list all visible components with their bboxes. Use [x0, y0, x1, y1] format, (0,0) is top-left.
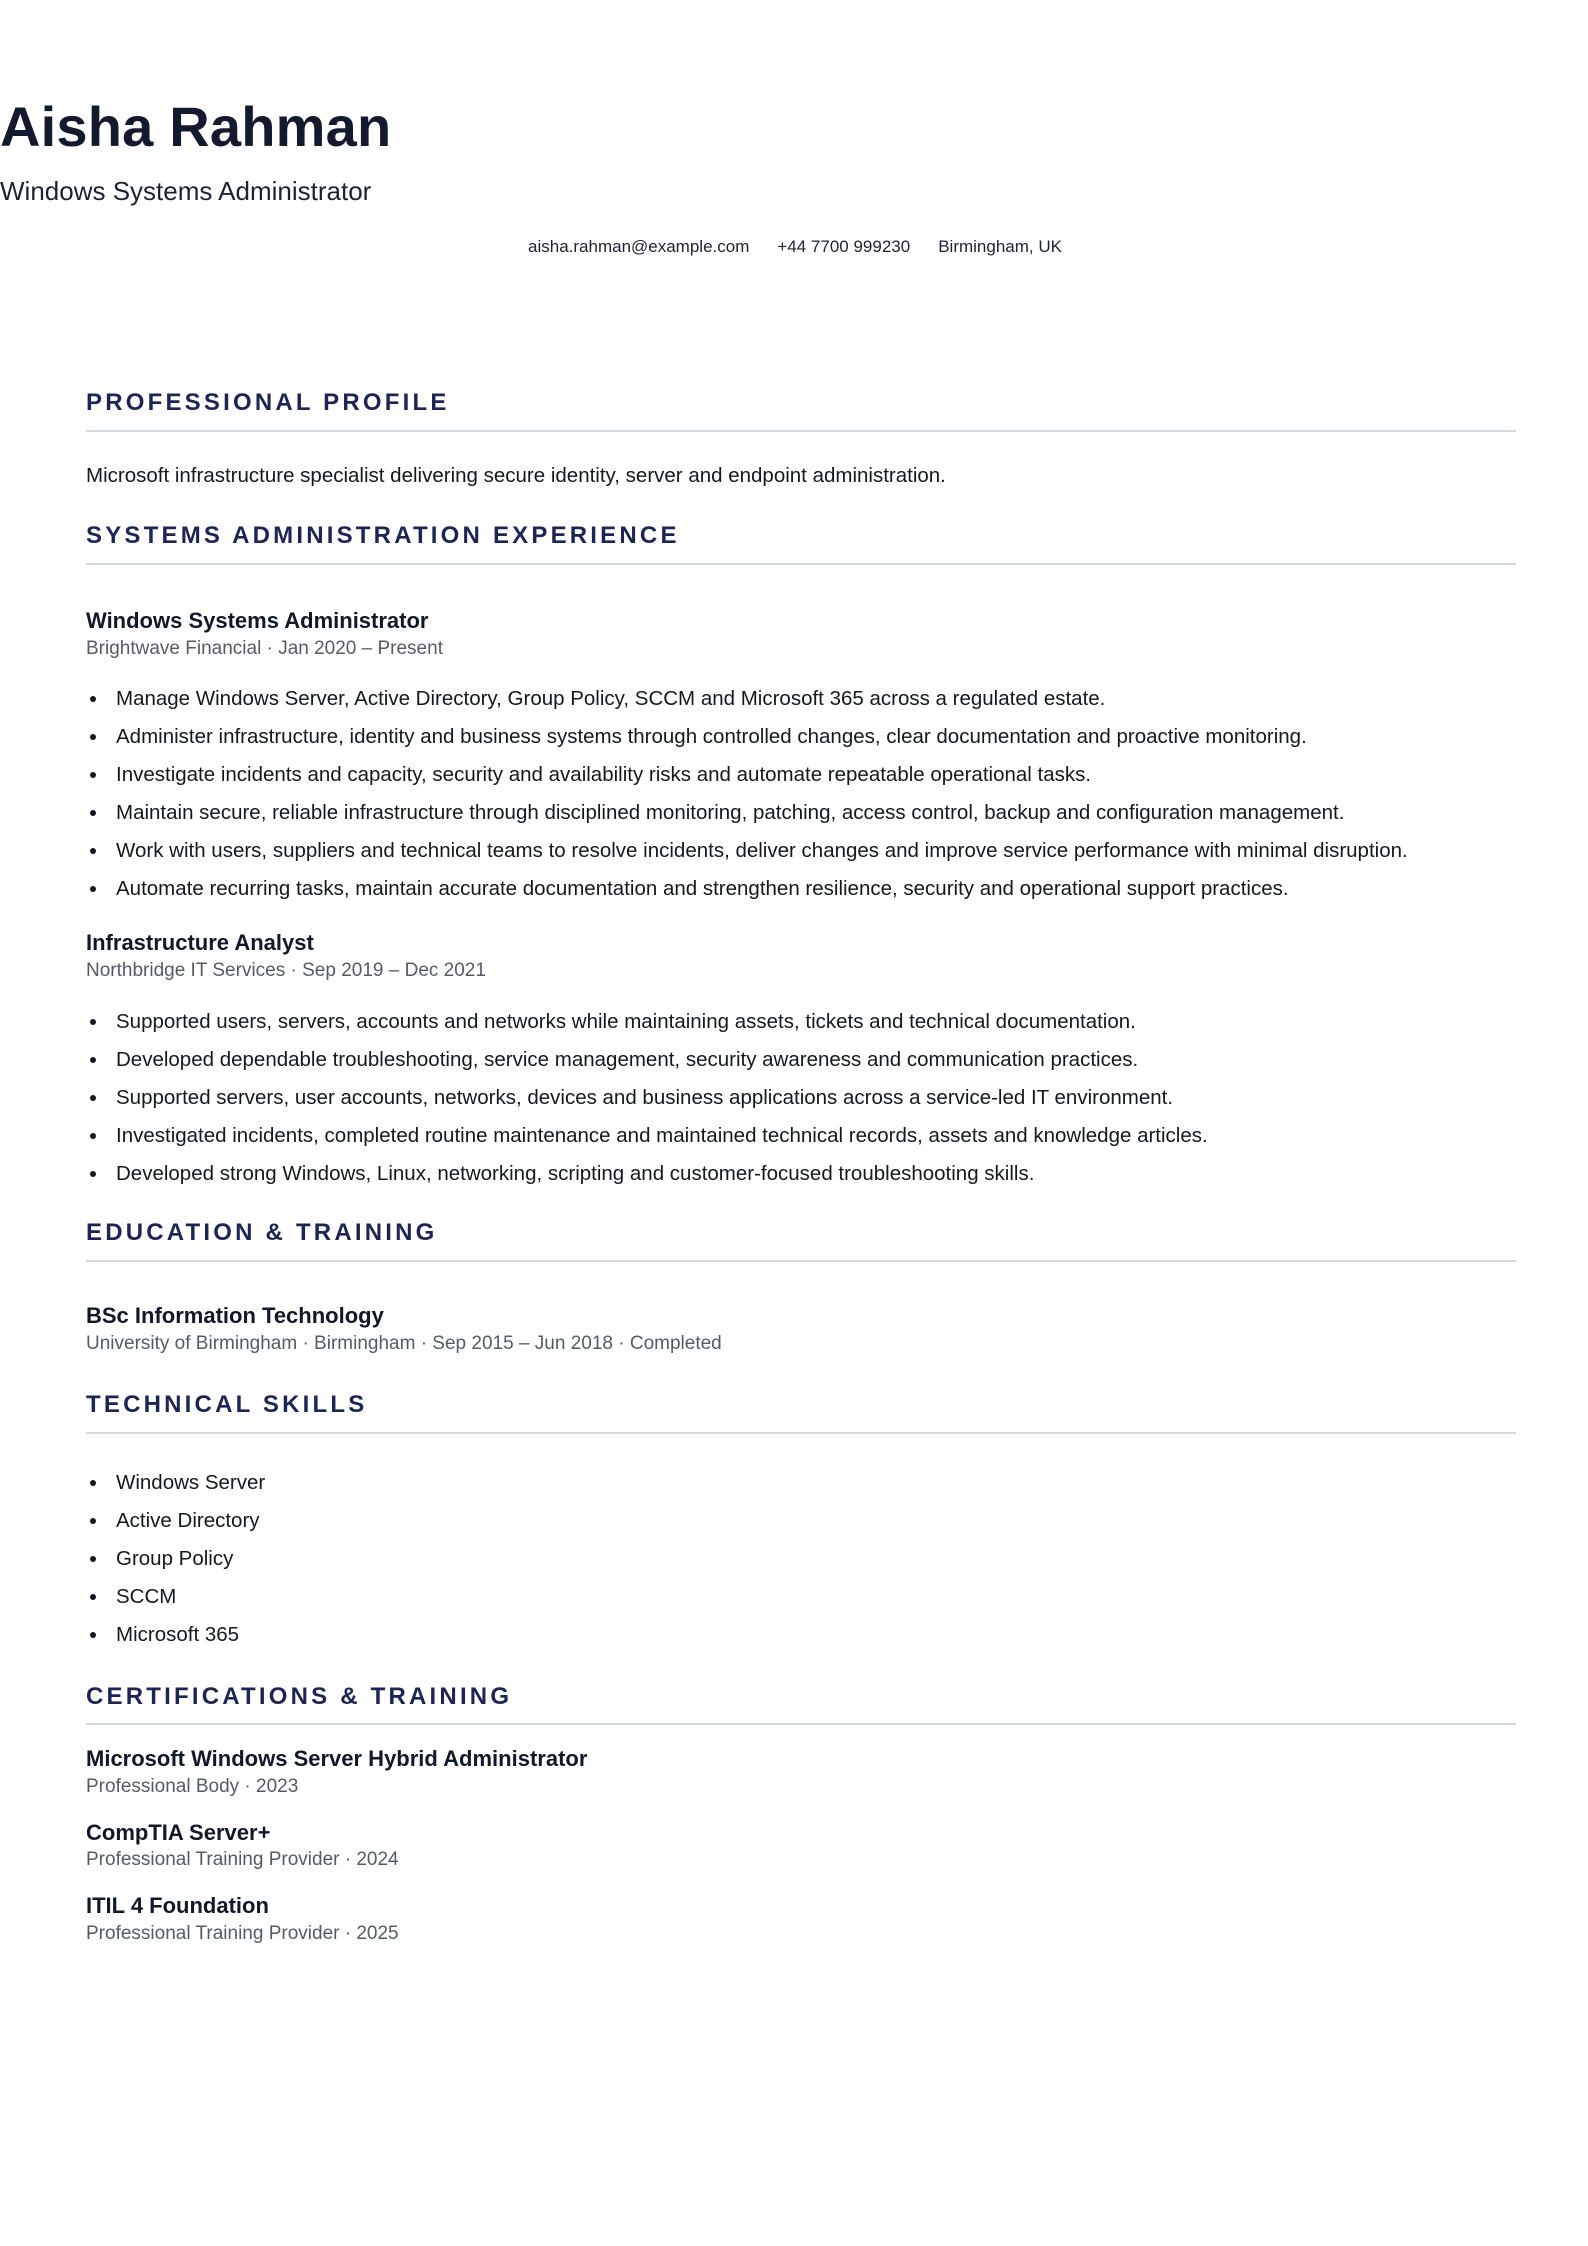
- list-item: Manage Windows Server, Active Directory, Group Policy, SCCM and Microsoft 365 across a regulated estate.: [86, 680, 1526, 718]
- certification-meta: Professional Training Provider · 2025: [86, 1923, 399, 1944]
- list-item: Administer infrastructure, identity and business systems through controlled changes, clear documentation and proactive monitoring.: [86, 718, 1526, 756]
- list-item: Supported servers, user accounts, networks, devices and business applications across a service-led IT environment.: [86, 1079, 1526, 1117]
- job-bullets: [86, 1003, 1526, 1193]
- list-item: Maintain secure, reliable infrastructure through disciplined monitoring, patching, access control, backup and configuration management.: [86, 794, 1526, 832]
- skill-item: Group Policy: [86, 1540, 1526, 1578]
- degree-meta: University of Birmingham · Birmingham · Sep 2015 – Jun 2018 · Completed: [86, 1333, 722, 1354]
- contact-line: [0, 236, 1588, 258]
- section-heading-experience: SYSTEMS ADMINISTRATION EXPERIENCE: [86, 522, 680, 549]
- section-divider: [86, 563, 1516, 565]
- skill-item: SCCM: [86, 1578, 1526, 1616]
- section-heading-profile: PROFESSIONAL PROFILE: [86, 389, 450, 416]
- list-item: Investigated incidents, completed routine maintenance and maintained technical records, assets and knowledge articles.: [86, 1117, 1526, 1155]
- contact-location: Birmingham, UK: [938, 237, 1062, 256]
- list-item: Developed dependable troubleshooting, service management, security awareness and communication practices.: [86, 1041, 1526, 1079]
- certification-meta: Professional Body · 2023: [86, 1776, 299, 1797]
- candidate-role: Windows Systems Administrator: [0, 176, 372, 206]
- section-heading-skills: TECHNICAL SKILLS: [86, 1391, 368, 1418]
- list-item: Automate recurring tasks, maintain accurate documentation and strengthen resilience, security and operational support practices.: [86, 870, 1526, 908]
- candidate-name: Aisha Rahman: [0, 95, 392, 158]
- degree-title: BSc Information Technology: [86, 1303, 384, 1328]
- contact-phone[interactable]: +44 7700 999230: [777, 237, 911, 256]
- certification-name: CompTIA Server+: [86, 1820, 271, 1845]
- section-divider: [86, 1260, 1516, 1262]
- profile-summary: Microsoft infrastructure specialist delivering secure identity, server and endpoint administration.: [86, 464, 946, 487]
- job-title: Windows Systems Administrator: [86, 608, 429, 633]
- certification-meta: Professional Training Provider · 2024: [86, 1849, 399, 1870]
- skills-list: [86, 1464, 1526, 1654]
- job-meta: Brightwave Financial · Jan 2020 – Present: [86, 638, 443, 659]
- list-item: Supported users, servers, accounts and networks while maintaining assets, tickets and technical documentation.: [86, 1003, 1526, 1041]
- section-divider: [86, 430, 1516, 432]
- list-item: Work with users, suppliers and technical teams to resolve incidents, deliver changes and improve service performance with minimal disruption.: [86, 832, 1526, 870]
- skill-item: Active Directory: [86, 1502, 1526, 1540]
- list-item: Investigate incidents and capacity, security and availability risks and automate repeatable operational tasks.: [86, 756, 1526, 794]
- section-heading-education: EDUCATION & TRAINING: [86, 1219, 438, 1246]
- job-title: Infrastructure Analyst: [86, 930, 314, 955]
- section-divider: [86, 1432, 1516, 1434]
- section-divider: [86, 1723, 1516, 1725]
- skill-item: Microsoft 365: [86, 1616, 1526, 1654]
- skill-item: Windows Server: [86, 1464, 1526, 1502]
- contact-email[interactable]: aisha.rahman@example.com: [528, 237, 750, 256]
- section-heading-certifications: CERTIFICATIONS & TRAINING: [86, 1683, 513, 1710]
- job-meta: Northbridge IT Services · Sep 2019 – Dec 2021: [86, 960, 486, 981]
- certification-name: ITIL 4 Foundation: [86, 1893, 269, 1918]
- certification-name: Microsoft Windows Server Hybrid Administrator: [86, 1746, 588, 1771]
- job-bullets: [86, 680, 1526, 908]
- list-item: Developed strong Windows, Linux, networking, scripting and customer-focused troubleshooting skills.: [86, 1155, 1526, 1193]
